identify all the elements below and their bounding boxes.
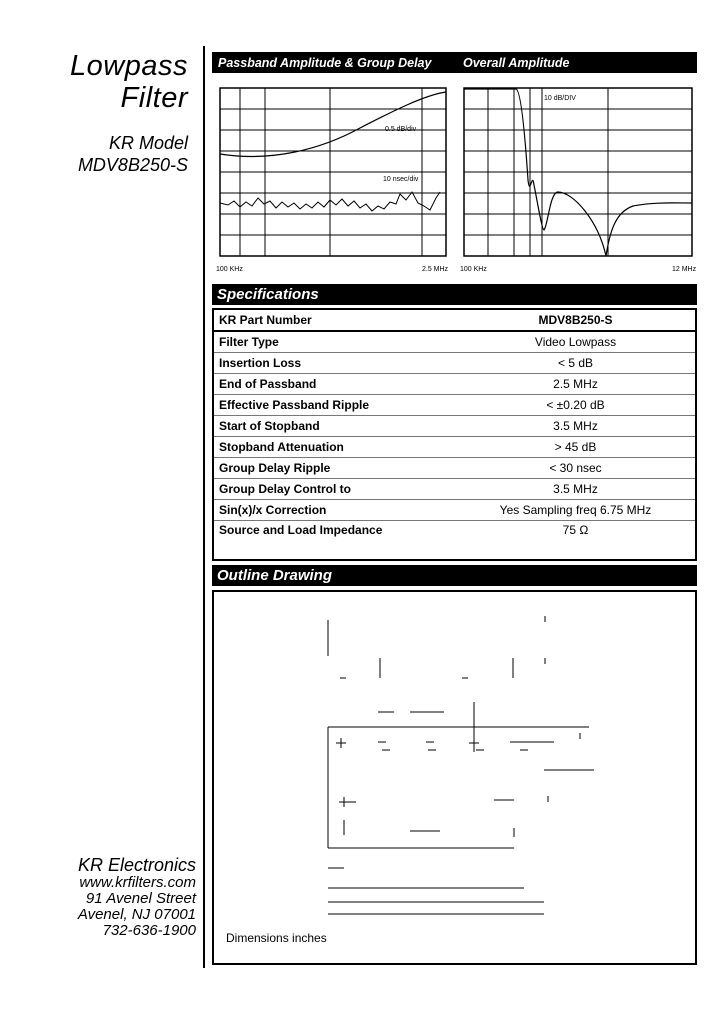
spec-key: Start of Stopband: [213, 416, 456, 437]
table-row: [213, 500, 696, 521]
spec-value: < 5 dB: [456, 353, 696, 374]
dimensions-note: Dimensions inches: [226, 931, 327, 945]
overall-x-end: 12 MHz: [672, 266, 697, 273]
outline-drawing-box: [212, 590, 697, 965]
company-phone: 732-636-1900: [102, 922, 196, 939]
passband-graph: [210, 80, 455, 280]
table-row: [213, 437, 696, 458]
company-city: Avenel, NJ 07001: [77, 906, 196, 923]
part-number-value: MDV8B250-S: [456, 309, 696, 331]
company-street: 91 Avenel Street: [85, 890, 196, 907]
part-number-label: KR Part Number: [213, 309, 456, 331]
vertical-divider: [203, 46, 205, 968]
amplitude-scale-label: 0.5 dB/div: [385, 126, 417, 133]
table-row: [213, 521, 696, 561]
table-row: [213, 374, 696, 395]
passband-graph-title: Passband Amplitude & Group Delay: [218, 56, 432, 70]
specifications-header-bar: [212, 284, 697, 305]
table-row: [213, 416, 696, 437]
title-line-2: Filter: [120, 82, 188, 114]
spec-value: < 30 nsec: [456, 458, 696, 479]
title-line-1: Lowpass: [70, 50, 188, 82]
outline-drawing: [214, 592, 695, 922]
spec-value: Video Lowpass: [456, 331, 696, 353]
spec-value: 3.5 MHz: [456, 416, 696, 437]
delay-scale-label: 10 nsec/div: [383, 176, 419, 183]
table-header-row: [213, 309, 696, 331]
graphs-header-bar: [212, 52, 697, 73]
spec-value: > 45 dB: [456, 437, 696, 458]
spec-value: < ±0.20 dB: [456, 395, 696, 416]
company-name: KR Electronics: [77, 855, 196, 875]
spec-value: Yes Sampling freq 6.75 MHz: [456, 500, 696, 521]
company-website-link[interactable]: www.krfilters.com: [79, 874, 196, 891]
model-line-1: KR Model: [108, 133, 188, 153]
overall-amplitude-graph: [458, 80, 698, 280]
spec-key: Filter Type: [213, 331, 456, 353]
table-row: [213, 458, 696, 479]
overall-graph-title: Overall Amplitude: [463, 56, 570, 70]
spec-key: End of Passband: [213, 374, 456, 395]
spec-key: Effective Passband Ripple: [213, 395, 456, 416]
spec-key: Stopband Attenuation: [213, 437, 456, 458]
model-number: MDV8B250-S: [77, 155, 188, 175]
spec-key: Group Delay Control to: [213, 479, 456, 500]
overall-scale-label: 10 dB/DIV: [544, 95, 576, 102]
spec-key: Group Delay Ripple: [213, 458, 456, 479]
table-row: [213, 479, 696, 500]
spec-key: Insertion Loss: [213, 353, 456, 374]
outline-header-bar: [212, 565, 697, 586]
spec-value: 2.5 MHz: [456, 374, 696, 395]
spec-key: Sin(x)/x Correction: [213, 500, 456, 521]
spec-value: 3.5 MHz: [456, 479, 696, 500]
passband-x-start: 100 KHz: [216, 266, 243, 273]
spec-value: 75 Ω: [562, 523, 589, 537]
company-contact: [78, 855, 196, 939]
passband-x-end: 2.5 MHz: [422, 266, 449, 273]
overall-x-start: 100 KHz: [460, 266, 487, 273]
table-row: [213, 353, 696, 374]
specifications-title: Specifications: [217, 286, 319, 303]
specifications-table: [212, 308, 697, 561]
spec-key: Source and Load Impedance: [219, 523, 383, 537]
table-row: [213, 395, 696, 416]
table-row: [213, 331, 696, 353]
outline-drawing-title: Outline Drawing: [217, 567, 333, 584]
